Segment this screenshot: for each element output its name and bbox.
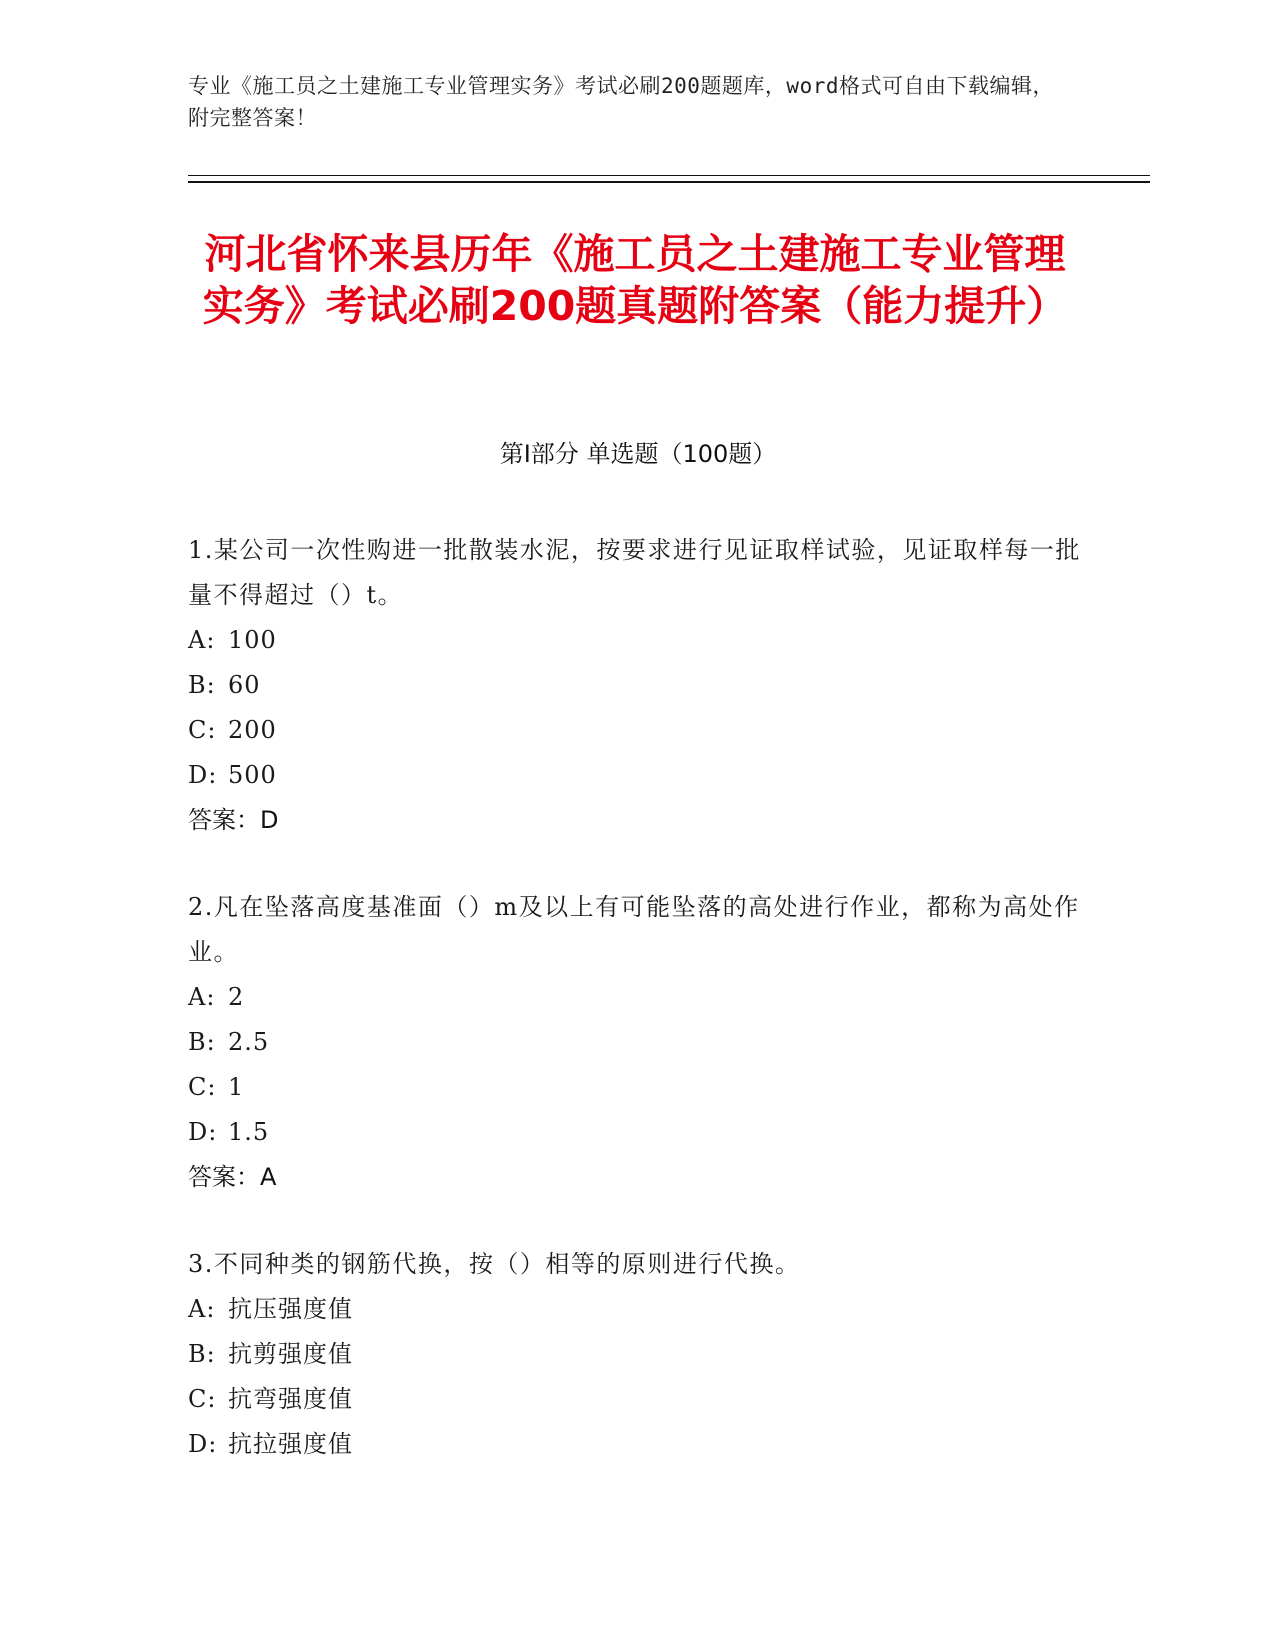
header-divider-thick bbox=[188, 181, 1150, 183]
answer-line: 答案：A bbox=[188, 1163, 277, 1191]
header-note: 专业《施工员之土建施工专业管理实务》考试必刷200题题库，word格式可自由下载编辑，附完整答案！ bbox=[188, 74, 1054, 130]
option-c bbox=[188, 1377, 1088, 1422]
option-b bbox=[188, 663, 1088, 708]
option-text: 抗压强度值 bbox=[228, 1295, 353, 1323]
document-title: 河北省怀来县历年《施工员之土建施工专业管理实务》考试必刷200题真题附答案（能力提升） bbox=[202, 230, 1068, 330]
option-d bbox=[188, 753, 1088, 798]
question-3 bbox=[188, 1242, 1088, 1467]
question-stem: 1.某公司一次性购进一批散装水泥，按要求进行见证取样试验，见证取样每一批量不得超过（）t。 bbox=[188, 536, 1081, 609]
option-b bbox=[188, 1332, 1088, 1377]
option-key: B: bbox=[188, 671, 216, 699]
question-1 bbox=[188, 528, 1088, 843]
option-c bbox=[188, 1065, 1088, 1110]
option-key: C: bbox=[188, 716, 217, 744]
option-key: C: bbox=[188, 1073, 217, 1101]
question-2 bbox=[188, 885, 1088, 1200]
option-text: 2.5 bbox=[228, 1028, 270, 1056]
option-c bbox=[188, 708, 1088, 753]
option-key: A: bbox=[188, 1295, 216, 1323]
option-key: D: bbox=[188, 1118, 218, 1146]
option-key: A: bbox=[188, 983, 216, 1011]
option-key: C: bbox=[188, 1385, 217, 1413]
question-list bbox=[188, 528, 1088, 1509]
option-a bbox=[188, 975, 1088, 1020]
option-key: B: bbox=[188, 1340, 216, 1368]
option-text: 1.5 bbox=[228, 1118, 270, 1146]
option-text: 抗拉强度值 bbox=[228, 1430, 353, 1458]
option-key: D: bbox=[188, 761, 218, 789]
option-text: 60 bbox=[228, 671, 261, 699]
option-text: 抗剪强度值 bbox=[228, 1340, 353, 1368]
option-text: 200 bbox=[228, 716, 277, 744]
answer-line: 答案：D bbox=[188, 806, 279, 834]
option-key: B: bbox=[188, 1028, 216, 1056]
option-a bbox=[188, 1287, 1088, 1332]
option-key: D: bbox=[188, 1430, 218, 1458]
option-text: 1 bbox=[228, 1073, 245, 1101]
section-title: 第Ⅰ部分 单选题（100题） bbox=[499, 440, 777, 468]
option-d bbox=[188, 1110, 1088, 1155]
option-text: 抗弯强度值 bbox=[228, 1385, 353, 1413]
option-text: 100 bbox=[228, 626, 277, 654]
header-divider-thin bbox=[188, 175, 1150, 176]
question-stem: 3.不同种类的钢筋代换，按（）相等的原则进行代换。 bbox=[188, 1250, 801, 1278]
option-text: 2 bbox=[228, 983, 245, 1011]
option-key: A: bbox=[188, 626, 216, 654]
option-text: 500 bbox=[228, 761, 277, 789]
option-b bbox=[188, 1020, 1088, 1065]
question-stem: 2.凡在坠落高度基准面（）m及以上有可能坠落的高处进行作业，都称为高处作业。 bbox=[188, 893, 1080, 966]
option-d bbox=[188, 1422, 1088, 1467]
option-a bbox=[188, 618, 1088, 663]
